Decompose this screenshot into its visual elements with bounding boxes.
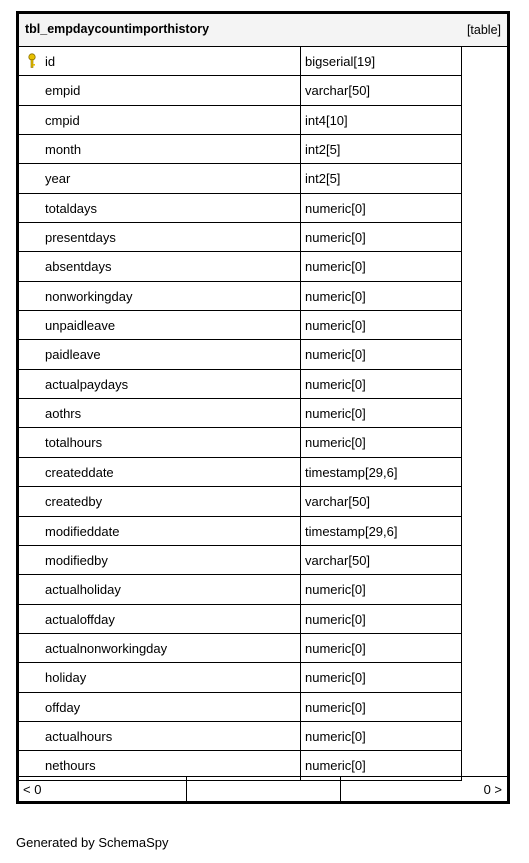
- column-name-cell: [19, 194, 301, 222]
- generated-by-text: Generated by SchemaSpy: [16, 835, 169, 850]
- column-type-cell: [301, 164, 461, 192]
- column-row: [19, 282, 462, 311]
- footer-parent-count: [19, 777, 187, 801]
- column-type: numeric[0]: [305, 758, 366, 774]
- column-name[interactable]: id: [45, 54, 56, 69]
- column-row: [19, 252, 462, 281]
- column-name-cell: [19, 663, 301, 691]
- column-name[interactable]: year: [45, 171, 71, 187]
- column-name-cell: [19, 693, 301, 721]
- column-type-cell: [301, 252, 461, 280]
- child-count-label: 0 >: [483, 782, 502, 797]
- column-name-cell: [19, 575, 301, 603]
- footer-spacer: [187, 777, 341, 801]
- column-type-cell: [301, 340, 461, 368]
- column-name-cell: [19, 399, 301, 427]
- column-row: [19, 399, 462, 428]
- column-name[interactable]: createddate: [45, 464, 114, 480]
- column-type-cell: [301, 634, 461, 662]
- column-name[interactable]: presentdays: [45, 230, 116, 246]
- column-name-cell: [19, 546, 301, 574]
- column-name-cell: [19, 47, 301, 75]
- column-type: numeric[0]: [305, 347, 366, 363]
- column-row: [19, 517, 462, 546]
- column-row: [19, 340, 462, 369]
- table-header: [19, 14, 507, 47]
- column-name[interactable]: month: [45, 142, 82, 158]
- column-type: numeric[0]: [305, 406, 366, 422]
- column-type: int2[5]: [305, 142, 341, 158]
- table-type-label: [table]: [466, 23, 501, 37]
- column-name[interactable]: actualpaydays: [45, 376, 129, 392]
- column-type-cell: [301, 693, 461, 721]
- column-row: [19, 311, 462, 340]
- column-type: varchar[50]: [305, 494, 371, 510]
- column-name[interactable]: modifieddate: [45, 523, 120, 539]
- column-row: [19, 164, 462, 193]
- column-row: [19, 106, 462, 135]
- footer-child-count: [341, 777, 507, 801]
- table-footer: [19, 776, 507, 801]
- column-row: [19, 370, 462, 399]
- primary-key-icon: [27, 53, 37, 69]
- column-row: [19, 76, 462, 105]
- column-type: numeric[0]: [305, 728, 366, 744]
- column-type-cell: [301, 282, 461, 310]
- column-type: numeric[0]: [305, 582, 366, 598]
- column-name-cell: [19, 458, 301, 486]
- column-row: [19, 194, 462, 223]
- table-name[interactable]: tbl_empdaycountimporthistory: [25, 22, 210, 36]
- column-type-cell: [301, 605, 461, 633]
- column-row: [19, 47, 462, 76]
- column-name-cell: [19, 223, 301, 251]
- column-type-cell: [301, 458, 461, 486]
- column-row: [19, 575, 462, 604]
- column-name-cell: [19, 634, 301, 662]
- column-type: timestamp[29,6]: [305, 523, 398, 539]
- column-name-cell: [19, 605, 301, 633]
- column-name[interactable]: actualholiday: [45, 582, 121, 598]
- column-type-cell: [301, 223, 461, 251]
- column-name-cell: [19, 106, 301, 134]
- column-type: numeric[0]: [305, 640, 366, 656]
- column-type-cell: [301, 428, 461, 456]
- column-row: [19, 428, 462, 457]
- column-name[interactable]: unpaidleave: [45, 318, 116, 334]
- column-name-cell: [19, 370, 301, 398]
- column-type-cell: [301, 194, 461, 222]
- column-name-cell: [19, 487, 301, 515]
- column-type: numeric[0]: [305, 200, 366, 216]
- column-name[interactable]: actualnonworkingday: [45, 640, 168, 656]
- column-type: varchar[50]: [305, 83, 371, 99]
- column-name[interactable]: totaldays: [45, 200, 98, 216]
- column-name[interactable]: cmpid: [45, 112, 80, 128]
- column-type-cell: [301, 546, 461, 574]
- column-name[interactable]: actualhours: [45, 728, 113, 744]
- column-name[interactable]: empid: [45, 83, 81, 99]
- column-type-cell: [301, 76, 461, 104]
- column-type: numeric[0]: [305, 288, 366, 304]
- column-type-cell: [301, 663, 461, 691]
- column-name[interactable]: offday: [45, 699, 81, 715]
- column-row: [19, 487, 462, 516]
- column-name[interactable]: modifiedby: [45, 552, 108, 568]
- column-row: [19, 223, 462, 252]
- column-row: [19, 546, 462, 575]
- column-type: numeric[0]: [305, 376, 366, 392]
- column-type-cell: [301, 517, 461, 545]
- column-name[interactable]: nethours: [45, 758, 96, 774]
- column-name-cell: [19, 517, 301, 545]
- column-name-cell: [19, 252, 301, 280]
- column-type-cell: [301, 722, 461, 750]
- column-type: varchar[50]: [305, 552, 371, 568]
- column-type-cell: [301, 370, 461, 398]
- column-row: [19, 693, 462, 722]
- column-name[interactable]: createdby: [45, 494, 103, 510]
- column-row: [19, 135, 462, 164]
- column-type: numeric[0]: [305, 670, 366, 686]
- column-list: [19, 47, 507, 781]
- column-type: bigserial[19]: [305, 54, 376, 69]
- column-type-cell: [301, 399, 461, 427]
- column-name-cell: [19, 282, 301, 310]
- column-name-cell: [19, 76, 301, 104]
- column-type: numeric[0]: [305, 230, 366, 246]
- column-name-cell: [19, 135, 301, 163]
- column-name[interactable]: paidleave: [45, 347, 101, 363]
- column-type: int2[5]: [305, 171, 341, 187]
- column-type: numeric[0]: [305, 318, 366, 334]
- column-type-cell: [301, 47, 461, 75]
- column-name[interactable]: absentdays: [45, 259, 112, 275]
- column-name-cell: [19, 722, 301, 750]
- column-name-cell: [19, 428, 301, 456]
- column-row: [19, 722, 462, 751]
- column-type: numeric[0]: [305, 435, 366, 451]
- column-name-cell: [19, 311, 301, 339]
- column-row: [19, 605, 462, 634]
- column-type: numeric[0]: [305, 611, 366, 627]
- column-name[interactable]: aothrs: [45, 406, 82, 422]
- column-row: [19, 663, 462, 692]
- column-type: int4[10]: [305, 112, 348, 128]
- column-name[interactable]: holiday: [45, 670, 87, 686]
- column-type: timestamp[29,6]: [305, 464, 398, 480]
- column-name[interactable]: totalhours: [45, 435, 103, 451]
- column-row: [19, 458, 462, 487]
- column-type-cell: [301, 311, 461, 339]
- column-row: [19, 634, 462, 663]
- column-name[interactable]: nonworkingday: [45, 288, 133, 304]
- column-type-cell: [301, 106, 461, 134]
- column-type: numeric[0]: [305, 699, 366, 715]
- table-box: [16, 11, 510, 804]
- column-name[interactable]: actualoffday: [45, 611, 115, 627]
- column-type: numeric[0]: [305, 259, 366, 275]
- column-name-cell: [19, 164, 301, 192]
- column-type-cell: [301, 135, 461, 163]
- column-type-cell: [301, 487, 461, 515]
- column-name-cell: [19, 340, 301, 368]
- parent-count-label: < 0: [23, 782, 42, 797]
- column-type-cell: [301, 575, 461, 603]
